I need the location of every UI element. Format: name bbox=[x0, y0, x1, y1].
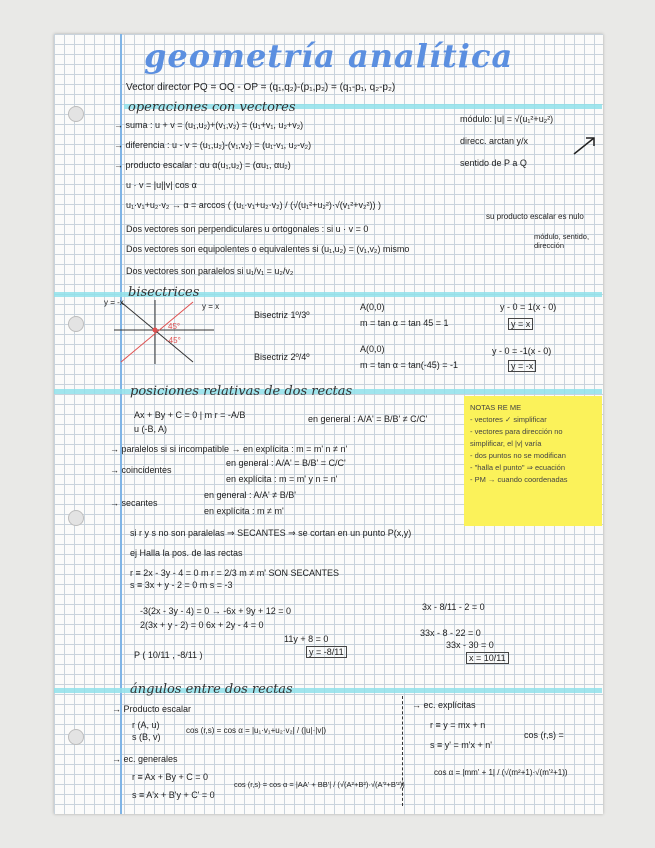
bisectriz-1-eq: y - 0 = 1(x - 0) bbox=[500, 302, 557, 312]
pos-recta-r: r ≡ 2x - 3y - 4 = 0 m r = 2/3 m ≠ m' SON SECANTES bbox=[130, 568, 339, 578]
ang-s: s (B, v) bbox=[132, 732, 161, 742]
op-producto: → producto escalar : αu α(u₁,u₂) = (αu₁, αu₂) bbox=[114, 160, 291, 170]
bisectriz-label: y = x bbox=[202, 302, 220, 311]
note-title: NOTAS RE ME bbox=[470, 403, 522, 412]
pos-x-1: 3x - 8/11 - 2 = 0 bbox=[422, 602, 485, 612]
bisectriz-label: y = -x bbox=[104, 298, 124, 307]
bisectriz-2: Bisectriz 2º/4º bbox=[254, 352, 310, 362]
binder-hole bbox=[68, 510, 84, 526]
pos-coinc-general: en general : A/A' = B/B' = C/C' bbox=[226, 458, 346, 468]
op-suma: → suma : u + v = (u₁,u₂)+(v₁,v₂) = (u₁+v₁, u₂+v₂) bbox=[114, 120, 304, 130]
bisectriz-1-result: y = x bbox=[508, 318, 533, 330]
ang-r-general: r ≡ Ax + By + C = 0 bbox=[132, 772, 209, 782]
bisectriz-2-m: m = tan α = tan(-45) = -1 bbox=[360, 360, 458, 370]
note-item: - "halla el punto" ⇒ ecuación bbox=[470, 463, 565, 472]
pos-vector: u (-B, A) bbox=[134, 424, 168, 434]
pos-recta-s: s ≡ 3x + y - 2 = 0 m s = -3 bbox=[130, 580, 233, 590]
pos-paralelos: → paralelos si si incompatible → en explícita : m = m' n ≠ n' bbox=[110, 444, 348, 454]
pos-sec-explicita: en explícita : m ≠ m' bbox=[204, 506, 284, 516]
ang-s-general: s ≡ A'x + B'y + C' = 0 bbox=[132, 790, 215, 800]
vector-director: Vector director PQ = OQ - OP = (q₁,q₂)-(p₁,p₂) = (q₁-p₁, q₂-p₂) bbox=[126, 82, 396, 93]
pos-sistema-3: 11y + 8 = 0 bbox=[284, 634, 329, 644]
note-item: - vectores ✓ simplificar bbox=[470, 415, 547, 424]
pos-sistema-1: -3(2x - 3y - 4) = 0 → -6x + 9y + 12 = 0 bbox=[140, 606, 292, 616]
bisectriz-label: -45° bbox=[166, 336, 181, 345]
sticky-note bbox=[464, 396, 602, 526]
section-heading: bisectrices bbox=[128, 285, 200, 300]
binder-hole bbox=[68, 316, 84, 332]
pos-si-rs: si r y s no son paralelas ⇒ SECANTES ⇒ se cortan en un punto P(x,y) bbox=[130, 528, 412, 538]
pos-sec-general: en general : A/A' ≠ B/B' bbox=[204, 490, 296, 500]
ang-cos-label: cos (r,s) = bbox=[524, 730, 564, 740]
bisectriz-label: 45° bbox=[168, 322, 181, 331]
ang-generales: → ec. generales bbox=[112, 754, 178, 764]
pos-punto: P ( 10/11 , -8/11 ) bbox=[134, 650, 203, 660]
ang-cos-producto: cos (r,s) = cos α = |u₁·v₁+u₂·v₂| / (|u|·|v|) bbox=[186, 726, 327, 735]
op-diferencia: → diferencia : u - v = (u₁,u₂)-(v₁,v₂) = (u₁-v₁, u₂-v₂) bbox=[114, 140, 312, 150]
section-heading: posiciones relativas de dos rectas bbox=[130, 384, 353, 399]
pos-x-3: 33x - 30 = 0 bbox=[446, 640, 494, 650]
ang-cos-explicita: cos α = |mm' + 1| / (√(m²+1)·√(m'²+1)) bbox=[434, 768, 568, 777]
op-mismo: módulo, sentido, dirección bbox=[534, 232, 590, 250]
pos-general: Ax + By + C = 0 | m r = -A/B bbox=[134, 410, 246, 420]
section-heading: operaciones con vectores bbox=[128, 100, 296, 115]
margin-line bbox=[120, 34, 122, 814]
ang-s-explicita: s ≡ y' = m'x + n' bbox=[430, 740, 492, 750]
op-equipolentes: Dos vectores son equipolentes o equivalentes si (u₁,u₂) = (v₁,v₂) mismo bbox=[126, 244, 410, 254]
pos-general-cond: en general : A/A' = B/B' ≠ C/C' bbox=[308, 414, 428, 424]
pos-sistema-4: y = -8/11 bbox=[306, 646, 347, 658]
section-heading: ángulos entre dos rectas bbox=[130, 682, 293, 697]
op-modulo: módulo: |u| = √(u₁²+u₂²) bbox=[460, 114, 554, 124]
arrow-icon bbox=[572, 134, 598, 156]
bisectriz-1-m: m = tan α = tan 45 = 1 bbox=[360, 318, 449, 328]
note-item: - PM → cuando coordenadas bbox=[470, 475, 568, 484]
bisectriz-2-eq: y - 0 = -1(x - 0) bbox=[492, 346, 552, 356]
pos-x-2: 33x - 8 - 22 = 0 bbox=[420, 628, 481, 638]
binder-hole bbox=[68, 729, 84, 745]
op-producto-nulo: su producto escalar es nulo bbox=[486, 212, 584, 221]
op-sentido: sentido de P a Q bbox=[460, 158, 527, 168]
ang-r-explicita: r ≡ y = mx + n bbox=[430, 720, 486, 730]
bisectriz-1: Bisectriz 1º/3º bbox=[254, 310, 310, 320]
pos-coinc-explicita: en explícita : m = m' y n = n' bbox=[226, 474, 338, 484]
bisectriz-2-result: y = -x bbox=[508, 360, 536, 372]
bisectriz-2-a: A(0,0) bbox=[360, 344, 385, 354]
note-item: - dos puntos no se modifican bbox=[470, 451, 566, 460]
ang-r: r (A, u) bbox=[132, 720, 160, 730]
op-escalar2: u₁·v₁+u₂·v₂ → α = arccos ( (u₁·v₁+u₂·v₂) / (√(u₁²+u₂²)·√(v₁²+v₂²)) ) bbox=[126, 200, 382, 210]
notebook-page bbox=[54, 34, 603, 814]
binder-hole bbox=[68, 106, 84, 122]
pos-secantes: → secantes bbox=[110, 498, 158, 508]
note-item: - vectores para dirección no simplificar, el |v| varía bbox=[470, 427, 563, 448]
op-paralelos: Dos vectores son paralelos si u₁/v₁ = u₂/v₂ bbox=[126, 266, 294, 276]
ang-explicitas: → ec. explícitas bbox=[412, 700, 476, 710]
op-perpendiculares: Dos vectores son perpendiculares u ortogonales : si u · v = 0 bbox=[126, 224, 369, 234]
page-title: geometría analítica bbox=[144, 37, 514, 75]
pos-sistema-2: 2(3x + y - 2) = 0 6x + 2y - 4 = 0 bbox=[140, 620, 264, 630]
pos-x-4: x = 10/11 bbox=[466, 652, 509, 664]
column-divider bbox=[402, 696, 403, 806]
op-escalar1: u · v = |u||v| cos α bbox=[126, 180, 197, 190]
op-direccion: direcc. arctan y/x bbox=[460, 136, 529, 146]
ang-cos-general: cos (r,s) = cos α = |AA' + BB'| / (√(A²+B²)·√(A'²+B'²)) bbox=[234, 780, 405, 789]
ang-producto: → Producto escalar bbox=[112, 704, 192, 714]
bisectriz-1-a: A(0,0) bbox=[360, 302, 385, 312]
pos-coincidentes: → coincidentes bbox=[110, 465, 172, 475]
pos-ejemplo: ej Halla la pos. de las rectas bbox=[130, 548, 243, 558]
